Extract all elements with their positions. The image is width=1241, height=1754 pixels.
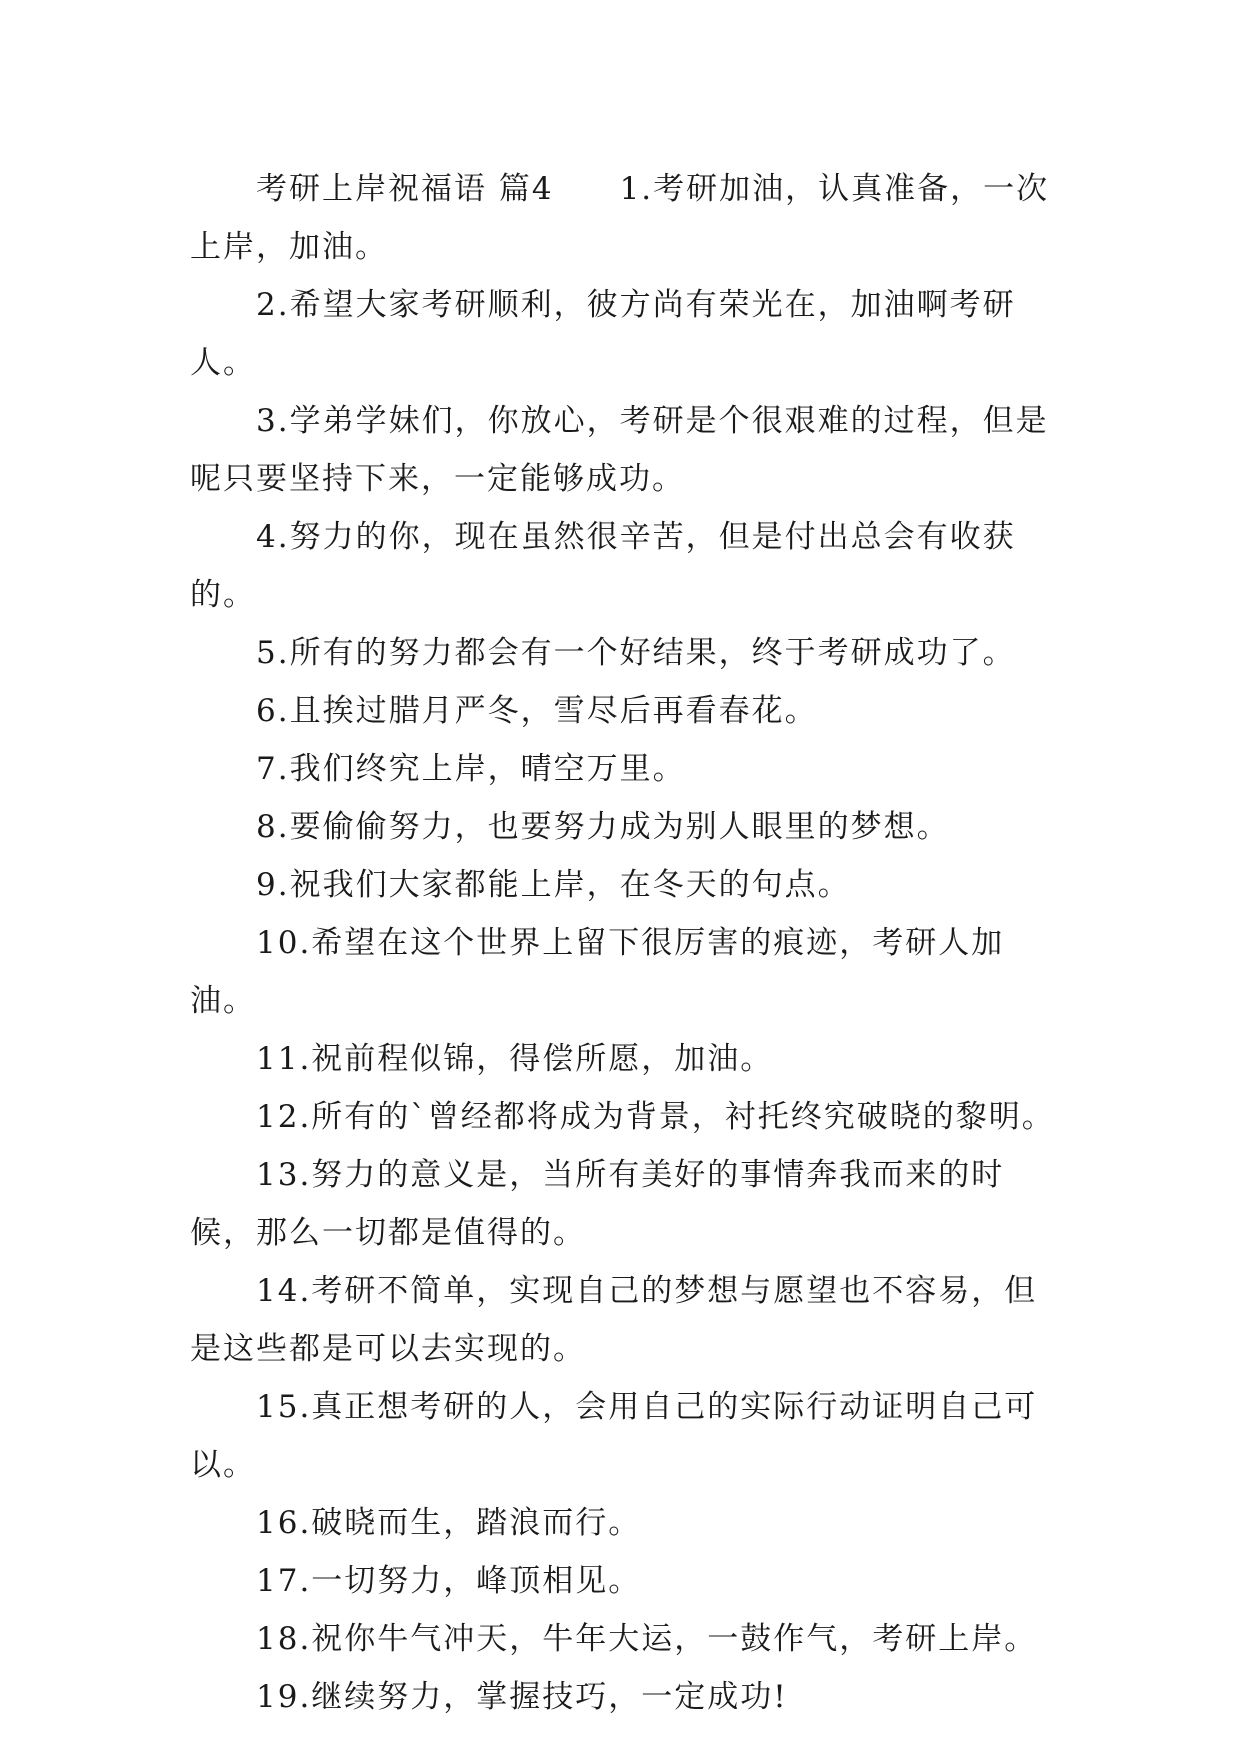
paragraph-18: 18.祝你牛气冲天，牛年大运，一鼓作气，考研上岸。 <box>256 1621 1038 1657</box>
paragraph-15: 15.真正想考研的人，会用自己的实际行动证明自己可以。 <box>190 1389 1038 1483</box>
paragraph-17: 17.一切努力，峰顶相见。 <box>256 1563 642 1599</box>
paragraph-9: 9.祝我们大家都能上岸，在冬天的句点。 <box>256 867 851 903</box>
paragraph-12: 12.所有的`曾经都将成为背景，衬托终究破晓的黎明。 <box>256 1099 1055 1135</box>
paragraph-7: 7.我们终究上岸，晴空万里。 <box>256 751 686 787</box>
paragraph-2: 2.希望大家考研顺利，彼方尚有荣光在，加油啊考研人。 <box>190 287 1016 381</box>
paragraph-11: 11.祝前程似锦，得偿所愿，加油。 <box>256 1041 774 1077</box>
paragraph-10: 10.希望在这个世界上留下很厉害的痕迹，考研人加油。 <box>190 925 1005 1019</box>
paragraph-3: 3.学弟学妹们，你放心，考研是个很艰难的过程，但是呢只要坚持下来，一定能够成功。 <box>190 403 1049 497</box>
paragraph-4: 4.努力的你，现在虽然很辛苦，但是付出总会有收获的。 <box>190 519 1016 613</box>
paragraph-14: 14.考研不简单，实现自己的梦想与愿望也不容易，但是这些都是可以去实现的。 <box>190 1273 1038 1367</box>
paragraph-5: 5.所有的努力都会有一个好结果，终于考研成功了。 <box>256 635 1016 671</box>
paragraph-13: 13.努力的意义是，当所有美好的事情奔我而来的时候，那么一切都是值得的。 <box>190 1157 1005 1251</box>
document-body <box>190 160 1070 1726</box>
paragraph-1: 考研上岸祝福语 篇4 1.考研加油，认真准备，一次上岸，加油。 <box>190 171 1050 265</box>
paragraph-8: 8.要偷偷努力，也要努力成为别人眼里的梦想。 <box>256 809 950 845</box>
paragraph-19: 19.继续努力，掌握技巧，一定成功! <box>256 1679 788 1715</box>
paragraph-16: 16.破晓而生，踏浪而行。 <box>256 1505 642 1541</box>
paragraph-6: 6.且挨过腊月严冬，雪尽后再看春花。 <box>256 693 818 729</box>
